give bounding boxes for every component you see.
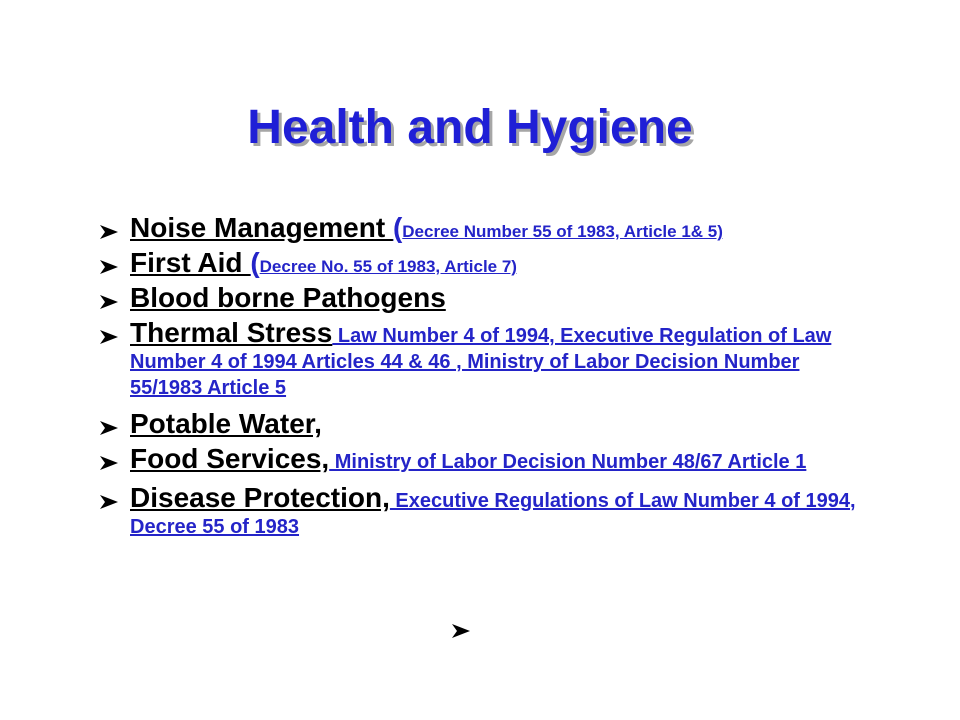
list-item-first-aid	[100, 247, 860, 280]
potable-water-link[interactable]: Potable Water,	[130, 408, 322, 439]
thermal-stress-link[interactable]: Thermal Stress	[130, 317, 333, 348]
list-item-noise-management	[100, 212, 860, 245]
disease-protection-reference-link[interactable]: Executive Regulations of Law Number 4 of 1994, Decree 55 of 1983	[130, 490, 856, 538]
list-item-blood-borne-pathogens	[100, 282, 860, 315]
arrow-bullet-icon	[100, 225, 118, 239]
arrow-bullet-icon	[100, 456, 118, 470]
bullet-list	[100, 212, 860, 546]
food-services-link[interactable]: Food Services,	[130, 443, 330, 474]
noise-management-reference-link[interactable]: Decree Number 55 of 1983, Article 1& 5)	[402, 222, 723, 241]
list-item-thermal-stress	[100, 317, 860, 402]
thermal-stress-reference-link[interactable]: Law Number 4 of 1994, Executive Regulation of Law Number 4 of 1994 Articles 44 & 46 , Ministry of Labor Decision Number 55/1983 Article 5	[130, 325, 832, 399]
list-item-potable-water	[100, 408, 860, 441]
noise-management-paren[interactable]: (	[392, 212, 403, 243]
arrow-bullet-icon	[100, 421, 118, 435]
slide-title: Health and Hygiene	[247, 101, 693, 154]
arrow-bullet-icon	[100, 295, 118, 309]
arrow-bullet-icon	[100, 330, 118, 344]
list-item-disease-protection	[100, 482, 860, 541]
arrow-bullet-icon	[100, 260, 118, 274]
first-aid-link[interactable]: First Aid	[130, 247, 251, 278]
noise-management-link[interactable]: Noise Management	[130, 212, 393, 243]
blood-borne-pathogens-link[interactable]: Blood borne Pathogens	[130, 282, 446, 313]
first-aid-paren[interactable]: (	[250, 247, 260, 278]
empty-arrow-bullet-icon	[452, 624, 470, 638]
food-services-reference-link[interactable]: Ministry of Labor Decision Number 48/67 Article 1	[329, 451, 807, 473]
disease-protection-link[interactable]: Disease Protection,	[130, 482, 390, 513]
first-aid-reference-link[interactable]: Decree No. 55 of 1983, Article 7)	[259, 257, 517, 276]
list-item-food-services	[100, 443, 860, 476]
arrow-bullet-icon	[100, 495, 118, 509]
